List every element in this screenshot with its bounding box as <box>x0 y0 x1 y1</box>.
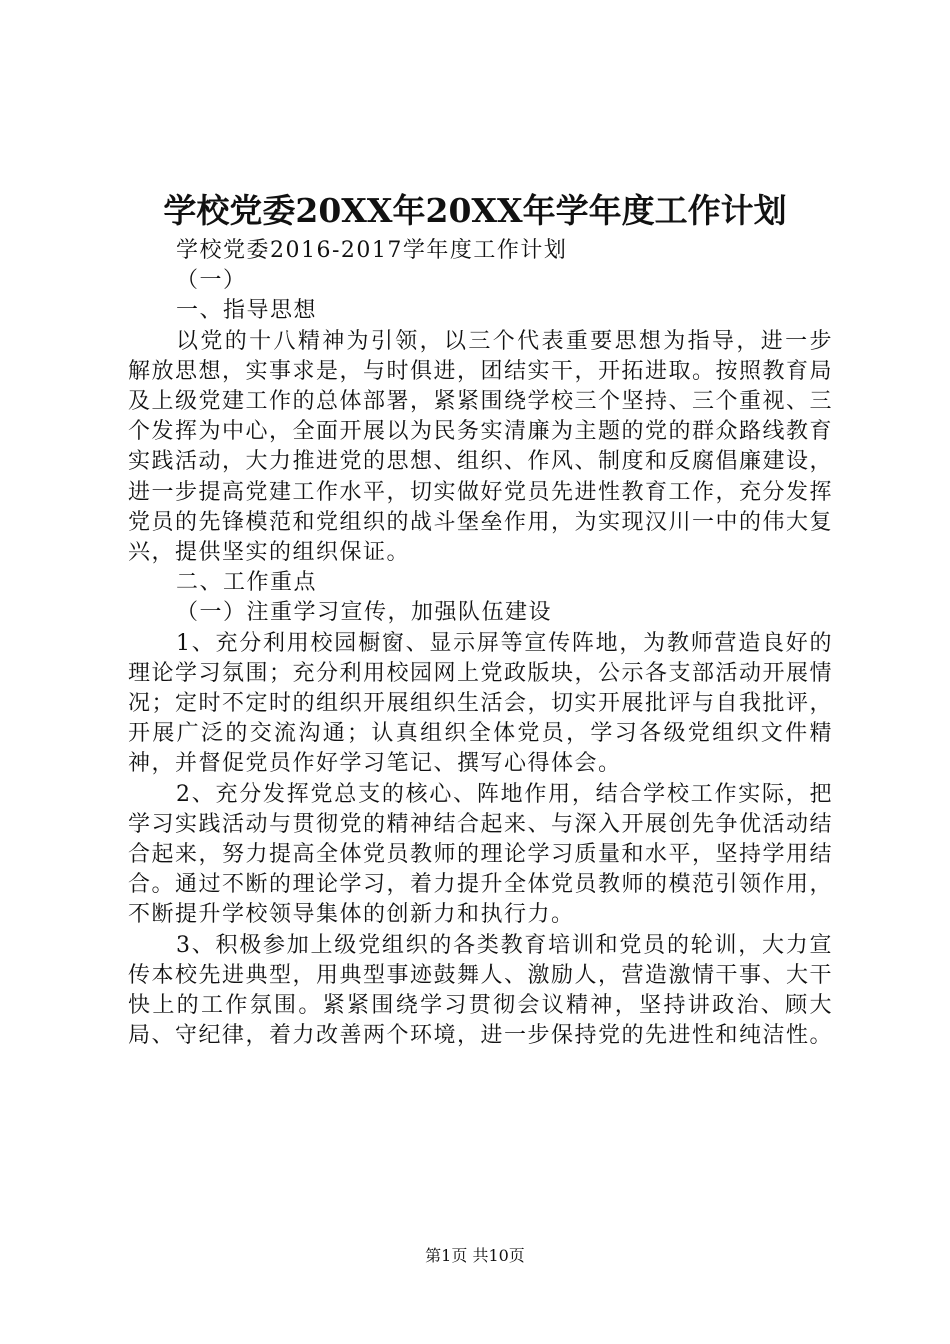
subtitle-paragraph: 学校党委2016-2017学年度工作计划 <box>176 238 568 263</box>
body-paragraph: 以党的十八精神为引领，以三个代表重要思想为指导，进一步解放思想，实事求是，与时俱进，团结实干，开拓进取。按照教育局及上级党建工作的总体部署，紧紧围绕学校三个坚持、三个重视、三个发挥为中心，全面开展以为民务实清廉为主题的党的群众路线教育实践活动，大力推进党的思想、组织、作风、制度和反腐倡廉建设，进一步提高党建工作水平，切实做好党员先进性教育工作，充分发挥党员的先锋模范和党组织的战斗堡垒作用，为实现汉川一中的伟大复兴，提供坚实的组织保证。 <box>128 328 834 566</box>
document-title: 学校党委20XX年20XX年学年度工作计划 <box>163 191 787 230</box>
section-heading-guiding-ideology: 一、指导思想 <box>176 298 318 324</box>
section-heading-work-focus: 二、工作重点 <box>176 570 318 596</box>
body-paragraph: 3、积极参加上级党组织的各类教育培训和党员的轮训，大力宣传本校先进典型，用典型事迹鼓舞人、激励人，营造激情干事、大干快上的工作氛围。紧紧围绕学习贯彻会议精神，坚持讲政治、顾大局、守纪律，着力改善两个环境，进一步保持党的先进性和纯洁性。 <box>128 932 834 1049</box>
subsection-heading: （一）注重学习宣传，加强队伍建设 <box>176 600 553 626</box>
page-number-footer: 第1页 共10页 <box>425 1246 525 1265</box>
body-paragraph: 1、充分利用校园橱窗、显示屏等宣传阵地，为教师营造良好的理论学习氛围；充分利用校园网上党政版块，公示各支部活动开展情况；定时不定时的组织开展组织生活会，切实开展批评与自我批评，开展广泛的交流沟通；认真组织全体党员，学习各级党组织文件精神，并督促党员作好学习笔记、撰写心得体会。 <box>128 630 834 777</box>
document-body <box>128 236 833 1051</box>
body-paragraph: 2、充分发挥党总支的核心、阵地作用，结合学校工作实际，把学习实践活动与贯彻党的精神结合起来、与深入开展创先争优活动结合起来，努力提高全体党员教师的理论学习质量和水平，坚持学用结合。通过不断的理论学习，着力提升全体党员教师的模范引领作用，不断提升学校领导集体的创新力和执行力。 <box>128 781 834 928</box>
section-number: （一） <box>176 268 247 294</box>
